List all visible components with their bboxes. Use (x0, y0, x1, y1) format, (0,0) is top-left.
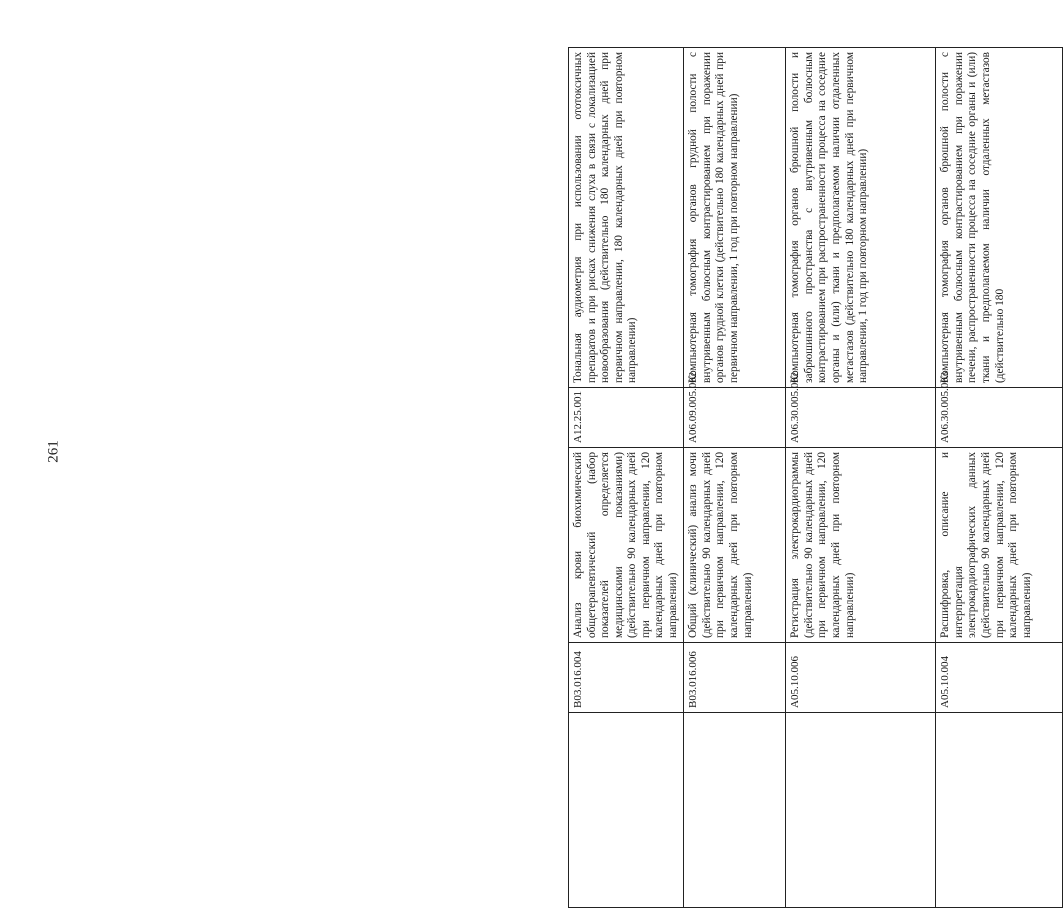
service-name-2: Компьютерная томография органов брюшной полости с внутривенным болюсным контрастированием при поражении печени, распространенности процесса на соседние органы и (или) ткани и предполагаемом наличии отдаленных метастазов (действительно 180 (936, 48, 1063, 388)
page-number: 261 (45, 440, 62, 463)
table-row (684, 48, 786, 908)
service-name-2: Тональная аудиометрия при использовании ототоксичных препаратов и при рисках снижения слуха в связи с локализацией новообразования (действительно 180 календарных дней при первичном направлении, 180 календарных дней при повторном направлении) (569, 48, 684, 388)
service-code-2: А06.30.005.003 (936, 388, 1063, 448)
table-row (569, 48, 684, 908)
service-code-2: А06.30.005.002 (786, 388, 936, 448)
rotated-page (568, 48, 1059, 908)
service-code: А05.10.004 (936, 643, 1063, 713)
empty-cell (936, 713, 1063, 908)
service-code-2: А12.25.001 (569, 388, 684, 448)
service-name-2: Компьютерная томография органов грудной полости с внутривенным болюсным контрастированием при поражении органов грудной клетки (действительно 180 календарных дней при первичном направлении, 1 год при повторном направлении) (684, 48, 786, 388)
service-name: Регистрация электрокардиограммы (действительно 90 календарных дней при первичном направлении, 120 календарных дней при повторном направлении) (786, 448, 936, 643)
services-table (568, 47, 1063, 908)
table-row (936, 48, 1063, 908)
empty-cell (786, 713, 936, 908)
empty-cell (684, 713, 786, 908)
service-name: Общий (клинический) анализ мочи (действительно 90 календарных дней при первичном направлении, 120 календарных дней при повторном направлении) (684, 448, 786, 643)
service-name-2: Компьютерная томография органов брюшной полости и забрюшинного пространства с внутривенным болюсным контрастированием при распространенности процесса на соседние органы и (или) ткани и предполагаемом наличии отдаленных метастазов (действительно 180 календарных дней при первичном направлении, 1 год при повторном направлении) (786, 48, 936, 388)
service-code-2: А06.09.005.002 (684, 388, 786, 448)
service-code: В03.016.006 (684, 643, 786, 713)
service-code: А05.10.006 (786, 643, 936, 713)
service-name: Анализ крови биохимический общетерапевтический (набор показателей определяется медицинскими показаниями) (действительно 90 календарных дней при первичном направлении, 120 календарных дней при повторном направлении) (569, 448, 684, 643)
empty-cell (569, 713, 684, 908)
service-name: Расшифровка, описание и интерпретация электрокардиографических данных (действительно 90 календарных дней при первичном направлении, 120 календарных дней при повторном направлении) (936, 448, 1063, 643)
service-code: В03.016.004 (569, 643, 684, 713)
table-row (786, 48, 936, 908)
